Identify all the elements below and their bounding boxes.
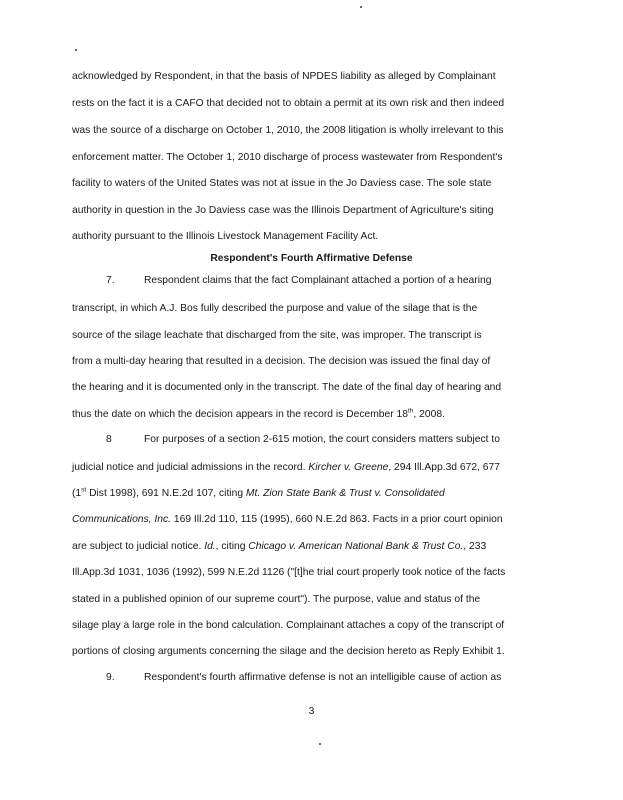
body-line — [72, 513, 503, 526]
body-line: the hearing and it is documented only in the transcript. The date of the final day of hearing and — [72, 382, 502, 393]
scan-speck — [319, 743, 321, 745]
paragraph-number: 9. — [106, 672, 115, 683]
body-line: from a multi-day hearing that resulted in a decision. The decision was issued the final day of — [72, 356, 491, 367]
body-line — [72, 540, 486, 553]
text-run: (1 — [72, 488, 82, 499]
case-citation: Id. — [204, 541, 216, 552]
body-line: Respondent claims that the fact Complainant attached a portion of a hearing — [144, 275, 492, 286]
body-line — [72, 461, 500, 474]
case-citation: Mt. Zion State Bank & Trust v. Consolidated — [245, 488, 445, 499]
text-run: Dist 1998), 691 N.E.2d 107, citing — [86, 488, 246, 499]
case-citation: Kircher v. Greene — [308, 462, 389, 473]
body-line: rests on the fact it is a CAFO that decided not to obtain a permit at its own risk and then indeed — [72, 98, 505, 109]
text-run: thus the date on which the decision appears in the record is December 18 — [72, 409, 408, 420]
body-line: portions of closing arguments concerning the silage and the decision hereto as Reply Exhibit 1. — [72, 646, 505, 657]
scan-speck — [360, 6, 362, 8]
superscript: st — [81, 486, 87, 494]
scan-speck — [75, 49, 77, 51]
text-run: 169 Ill.2d 110, 115 (1995), 660 N.E.2d 863. Facts in a prior court opinion — [171, 514, 503, 525]
case-citation: Communications, Inc. — [72, 514, 172, 525]
page-number: 3 — [308, 706, 315, 717]
body-line: Respondent's fourth affirmative defense is not an intelligible cause of action as — [144, 672, 502, 683]
superscript: th — [408, 407, 414, 415]
body-line: facility to waters of the United States was not at issue in the Jo Daviess case. The sole state — [72, 178, 492, 189]
body-line: For purposes of a section 2-615 motion, the court considers matters subject to — [144, 434, 500, 445]
body-line: authority pursuant to the Illinois Livestock Management Facility Act. — [72, 231, 379, 242]
paragraph-number: 8 — [106, 434, 112, 445]
text-run: , 294 Ill.App.3d 672, 677 — [388, 462, 500, 473]
case-citation: Chicago v. American National Bank & Trust Co. — [248, 541, 464, 552]
body-line: source of the silage leachate that discharged from the site, was improper. The transcript is — [72, 330, 482, 341]
text-run: , 2008. — [413, 409, 445, 420]
body-line: was the source of a discharge on October 1, 2010, the 2008 litigation is wholly irrelevant to this — [72, 125, 504, 136]
text-run: , citing — [215, 541, 249, 552]
body-line — [72, 408, 445, 421]
body-line: stated in a published opinion of our supreme court"). The purpose, value and status of the — [72, 594, 481, 605]
body-line: transcript, in which A.J. Bos fully described the purpose and value of the silage that is the — [72, 303, 478, 314]
text-run: judicial notice and judicial admissions in the record. — [72, 462, 309, 473]
paragraph-number: 7. — [106, 275, 115, 286]
body-line — [72, 487, 445, 500]
body-line: silage play a large role in the bond calculation. Complainant attaches a copy of the transcript of — [72, 620, 505, 631]
body-line: authority in question in the Jo Daviess case was the Illinois Department of Agriculture's siting — [72, 205, 494, 216]
section-heading: Respondent's Fourth Affirmative Defense — [210, 253, 413, 264]
body-line: acknowledged by Respondent, in that the basis of NPDES liability as alleged by Complainant — [72, 71, 496, 82]
body-line: Ill.App.3d 1031, 1036 (1992), 599 N.E.2d 1126 ("[t]he trial court properly took notice of the facts — [72, 567, 506, 578]
body-line: enforcement matter. The October 1, 2010 discharge of process wastewater from Respondent's — [72, 152, 503, 163]
text-run: are subject to judicial notice. — [72, 541, 205, 552]
text-run: , 233 — [463, 541, 487, 552]
